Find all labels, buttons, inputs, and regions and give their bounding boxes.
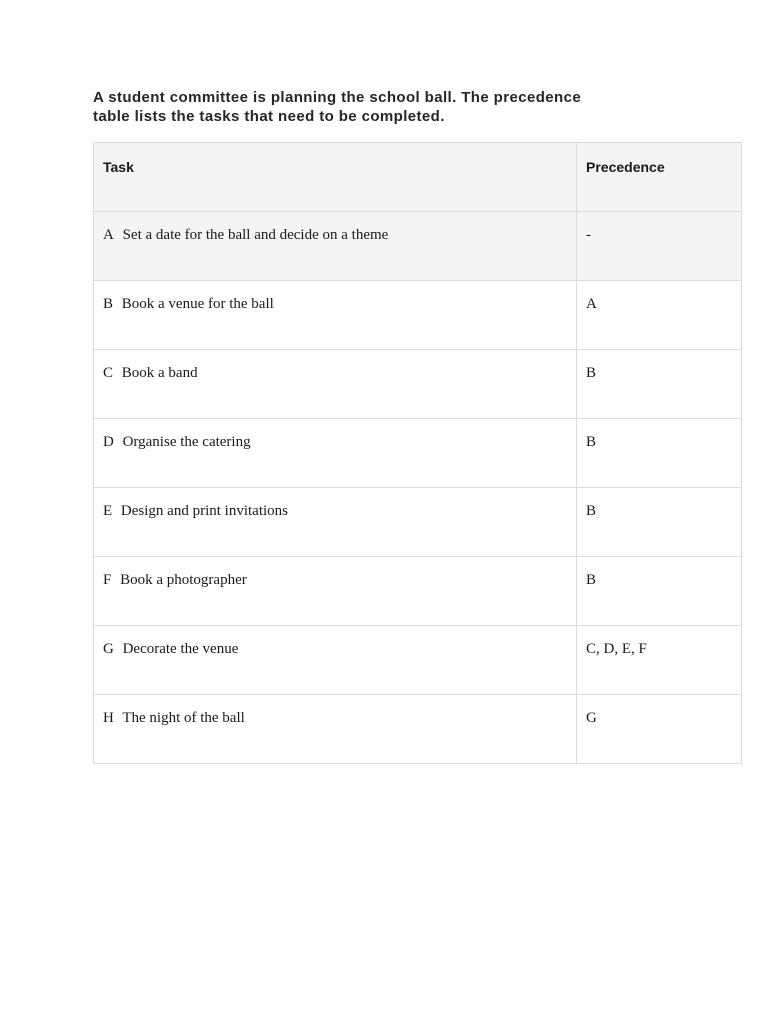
- intro-text: [93, 88, 673, 126]
- task-id: B: [103, 296, 114, 312]
- table-row: [94, 488, 742, 557]
- task-id: G: [103, 641, 114, 657]
- task-cell: [94, 557, 577, 626]
- precedence-table: [93, 142, 742, 764]
- task-cell: [94, 212, 577, 281]
- task-description: Book a venue for the ball: [121, 296, 274, 312]
- precedence-cell: -: [577, 212, 742, 281]
- intro-line: table lists the tasks that need to be completed.: [93, 108, 445, 125]
- table-row: [94, 281, 742, 350]
- task-description: Book a photographer: [120, 572, 247, 588]
- task-description: Set a date for the ball and decide on a theme: [122, 227, 389, 243]
- task-cell: [94, 350, 577, 419]
- task-id: H: [103, 710, 114, 726]
- table-row: [94, 419, 742, 488]
- task-id: D: [103, 434, 114, 450]
- task-description: Organise the catering: [122, 434, 251, 450]
- task-description: Decorate the venue: [122, 641, 239, 657]
- task-cell: [94, 281, 577, 350]
- task-cell: [94, 695, 577, 764]
- table-row: [94, 557, 742, 626]
- task-description: The night of the ball: [122, 710, 245, 726]
- task-id: F: [103, 572, 112, 588]
- table-row: [94, 212, 742, 281]
- table-row: [94, 626, 742, 695]
- task-cell: [94, 419, 577, 488]
- table-row: [94, 350, 742, 419]
- table-row: [94, 695, 742, 764]
- table-header-row: [94, 143, 742, 212]
- intro-line: A student committee is planning the school ball. The precedence: [93, 89, 582, 106]
- task-id: A: [103, 227, 114, 243]
- precedence-cell: B: [577, 419, 742, 488]
- task-column-header: Task: [94, 143, 577, 212]
- precedence-cell: B: [577, 350, 742, 419]
- precedence-cell: C, D, E, F: [577, 626, 742, 695]
- task-cell: [94, 626, 577, 695]
- precedence-cell: B: [577, 557, 742, 626]
- task-id: E: [103, 503, 113, 519]
- task-cell: [94, 488, 577, 557]
- precedence-cell: A: [577, 281, 742, 350]
- precedence-column-header: Precedence: [577, 143, 742, 212]
- task-description: Book a band: [121, 365, 198, 381]
- precedence-cell: B: [577, 488, 742, 557]
- precedence-cell: G: [577, 695, 742, 764]
- task-description: Design and print invitations: [120, 503, 288, 519]
- task-id: C: [103, 365, 114, 381]
